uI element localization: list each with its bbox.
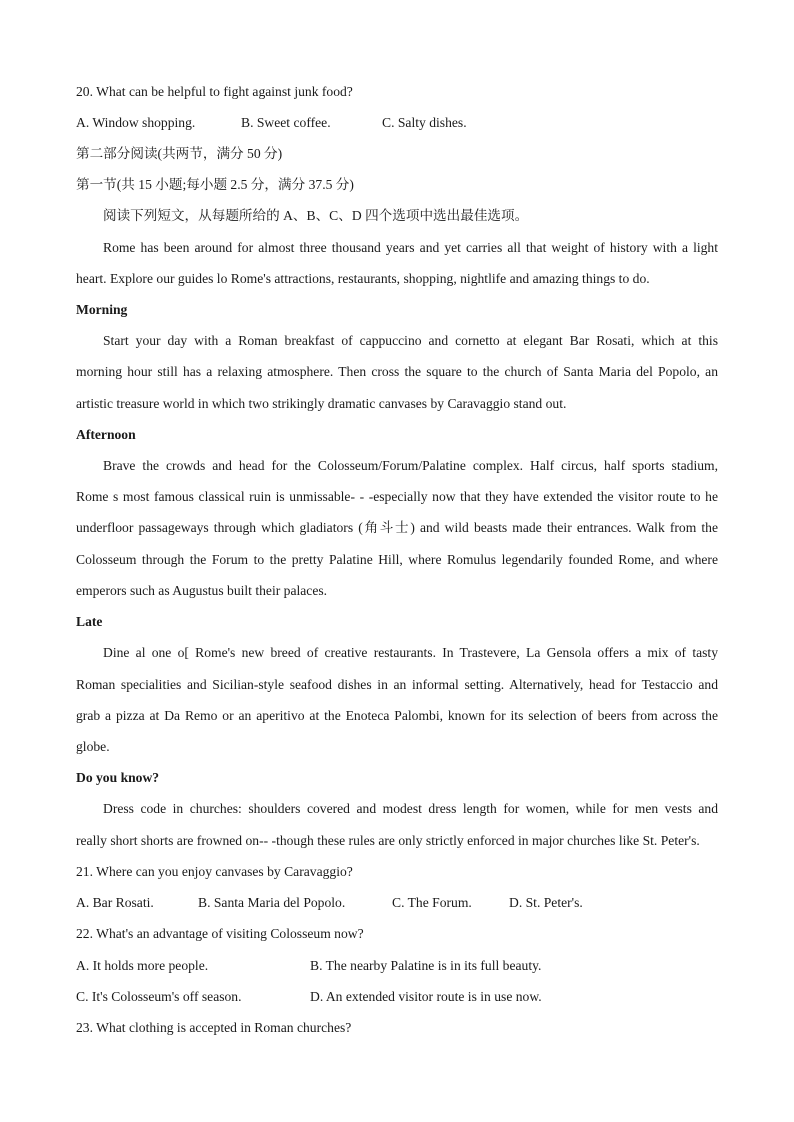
afternoon-line-3: underfloor passageways through which gladiators (角斗士) and wild beasts made their entrances. Walk from the xyxy=(76,520,718,535)
option-d: D. St. Peter's. xyxy=(509,895,583,910)
option-a: A. Bar Rosati. xyxy=(76,895,154,910)
option-b: B. The nearby Palatine is in its full beauty. xyxy=(310,958,542,973)
afternoon-line-5: emperors such as Augustus built their palaces. xyxy=(76,583,328,598)
option-d: D. An extended visitor route is in use now. xyxy=(310,989,542,1004)
option-c: C. Salty dishes. xyxy=(382,115,467,130)
question-21: 21. Where can you enjoy canvases by Caravaggio? xyxy=(76,864,353,879)
afternoon-line-4: Colosseum through the Forum to the pretty Palatine Hill, where Romulus legendarily founded Rome, and where xyxy=(76,552,718,567)
heading-do-you-know: Do you know? xyxy=(76,770,160,785)
question-22: 22. What's an advantage of visiting Colosseum now? xyxy=(76,926,364,941)
option-b: B. Santa Maria del Popolo. xyxy=(198,895,346,910)
question-23: 23. What clothing is accepted in Roman churches? xyxy=(76,1020,352,1035)
heading-late: Late xyxy=(76,614,103,629)
late-line-3: grab a pizza at Da Remo or an aperitivo at the Enoteca Palombi, known for its selection of beers from across the xyxy=(76,708,718,723)
heading-morning: Morning xyxy=(76,302,128,317)
intro-line-2: heart. Explore our guides lo Rome's attractions, restaurants, shopping, nightlife and amazing things to do. xyxy=(76,271,650,286)
morning-line-3: artistic treasure world in which two strikingly dramatic canvases by Caravaggio stand out. xyxy=(76,396,567,411)
afternoon-line-2: Rome s most famous classical ruin is unmissable- - -especially now that they have extended the visitor route to he xyxy=(76,489,718,504)
part-title: 第二部分阅读(共两节，满分 50 分) xyxy=(76,146,283,161)
option-c: C. The Forum. xyxy=(392,895,472,910)
heading-afternoon: Afternoon xyxy=(76,427,136,442)
morning-line-1: Start your day with a Roman breakfast of cappuccino and cornetto at elegant Bar Rosati, which at this xyxy=(103,333,718,348)
option-a: A. Window shopping. xyxy=(76,115,196,130)
know-line-1: Dress code in churches: shoulders covered and modest dress length for women, while for men vests and xyxy=(103,801,718,816)
option-c: C. It's Colosseum's off season. xyxy=(76,989,242,1004)
option-b: B. Sweet coffee. xyxy=(241,115,331,130)
question-20: 20. What can be helpful to fight against junk food? xyxy=(76,84,353,99)
option-a: A. It holds more people. xyxy=(76,958,209,973)
intro-line-1: Rome has been around for almost three thousand years and yet carries all that weight of history with a light xyxy=(103,240,718,255)
late-line-1: Dine al one o[ Rome's new breed of creative restaurants. In Trastevere, La Gensola offers a mix of tasty xyxy=(103,645,718,660)
know-line-2: really short shorts are frowned on-- -though these rules are only strictly enforced in major churches like St. Peter's. xyxy=(76,833,700,848)
section-title: 第一节(共 15 小题;每小题 2.5 分，满分 37.5 分) xyxy=(76,177,354,192)
morning-line-2: morning hour still has a relaxing atmosphere. Then cross the square to the church of Santa Maria del Popolo, an xyxy=(76,364,718,379)
late-line-4: globe. xyxy=(76,739,110,754)
afternoon-line-1: Brave the crowds and head for the Colosseum/Forum/Palatine complex. Half circus, half sports stadium, xyxy=(103,458,718,473)
instruction: 阅读下列短文，从每题所给的 A、B、C、D 四个选项中选出最佳选项。 xyxy=(103,208,529,223)
late-line-2: Roman specialities and Sicilian-style seafood dishes in an informal setting. Alternatively, head for Testaccio and xyxy=(76,677,718,692)
